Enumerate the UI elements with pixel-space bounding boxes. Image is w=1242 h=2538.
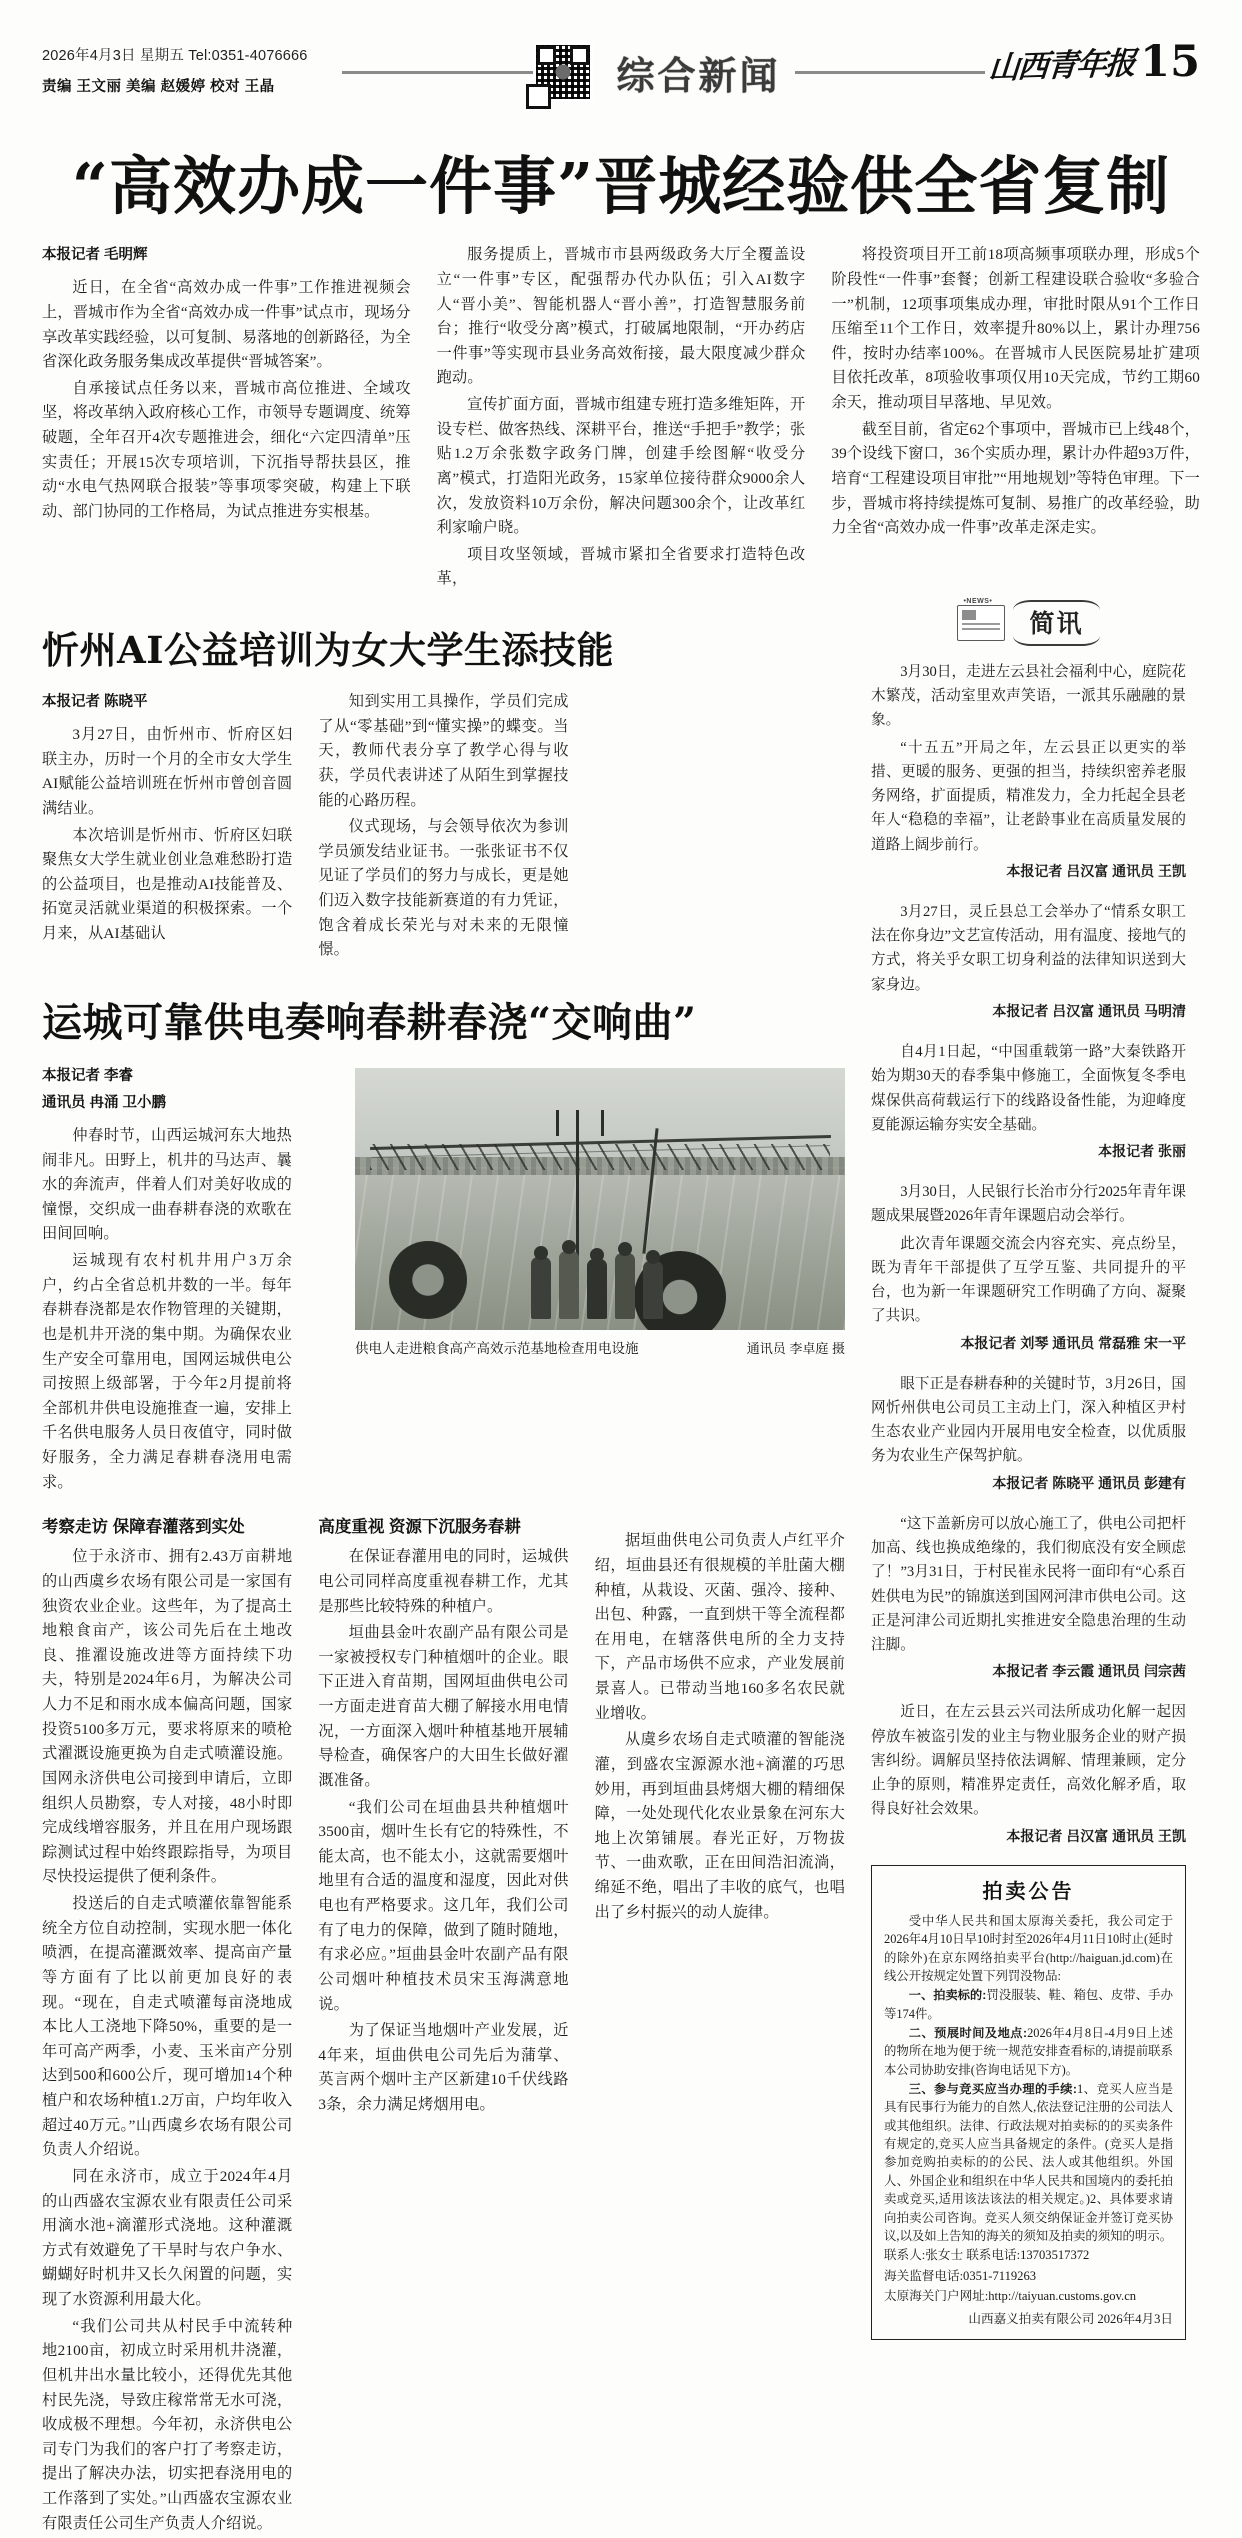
masthead-center bbox=[342, 40, 985, 102]
briefs-header bbox=[871, 600, 1186, 646]
article3-paragraph: 投送后的自走式喷灌依靠智能系统全方位自动控制，实现水肥一体化喷洒，在提高灌溉效率、提高亩产量等方面有了比以前更加良好的表现。“现在，自走式喷灌每亩浇地成本比人工浇地下降50%，重要的是一年可高产两季，小麦、玉米亩产分别达到500和600公斤，现可增加14个种植户和农场种植1.2万亩，户均年收入超过40万元。”山西虞乡农场有限公司负责人介绍说。 bbox=[42, 1895, 293, 2159]
auction-intro: 受中华人民共和国太原海关委托，我公司定于2026年4月10日早10时封至2026年4月11日10时止(延时的除外)在京东网络拍卖平台(http://haiguan.jd.com)在线公开按规定处置下列罚没物品: bbox=[884, 1913, 1173, 1983]
masthead bbox=[42, 0, 1200, 118]
article2-paragraph: 知到实用工具操作，学员们完成了从“零基础”到“懂实操”的蝶变。当天，教师代表分享了教学心得与收获，学员代表讲述了从陌生到掌握技能的心路历程。 bbox=[318, 693, 569, 809]
brief-paragraph: 3月27日，灵丘县总工会举办了“情系女职工 法在你身边”文艺宣传活动，用有温度、接地气的方式，将关乎女职工切身利益的法律知识送到大家身边。 bbox=[871, 904, 1186, 993]
article2-paragraph: 本次培训是忻州市、忻府区妇联聚焦女大学生就业创业急难愁盼打造的公益项目，也是推动AI技能普及、拓宽灵活就业渠道的积极探索。一个月来，从AI基础认 bbox=[42, 826, 293, 943]
article3-photo-column bbox=[318, 1064, 845, 1497]
article2-column-1 bbox=[42, 690, 292, 965]
lead-paragraph: 截至目前，省定62个事项中，晋城市已上线48个，39个设线下窗口，36个实质办理，累计办件超93万件，培育“工程建设项目审批”“用地规划”等特色审理。下一步，晋城市将持续提炼可复制、易推广的改革经验，助力全省“高效办成一件事”改革走深走实。 bbox=[831, 420, 1201, 537]
article3-bottom-columns bbox=[42, 1499, 845, 2538]
brief-paragraph: “这下盖新房可以放心施工了，供电公司把杆加高、线也换成绝缘的，我们彻底没有安全顾虑了！”3月31日，于村民崔永民将一面印有“心系百姓供电为民”的锦旗送到国网河津市供电公司。这正是河津公司近期扎实推进安全隐患治理的生动注脚。 bbox=[871, 1515, 1186, 1653]
auction-item bbox=[884, 2080, 1173, 2245]
brief-signature: 本报记者 吕汉富 通讯员 马明清 bbox=[992, 1002, 1186, 1019]
main-content-area bbox=[42, 594, 845, 2538]
brief-paragraph: “十五五”开局之年，左云县正以更实的举措、更暖的服务、更强的担当，持续织密养老服务网络，扩面提质，精准发力，全力托起全县老年人“稳稳的幸福”，让老龄事业在高质量发展的道路上阔步前行。 bbox=[871, 739, 1186, 853]
lead-column-3 bbox=[831, 243, 1200, 594]
farm-irrigation-photo bbox=[355, 1068, 845, 1330]
article3-column-1 bbox=[42, 1064, 292, 1497]
qr-center-dot bbox=[555, 65, 570, 80]
article2-byline: 本报记者 陈晓平 bbox=[42, 694, 148, 711]
photo-person bbox=[587, 1259, 607, 1319]
photo-truss bbox=[370, 1144, 831, 1170]
auction-item-text: 1、竞买人应当是具有民事行为能力的自然人,依法登记注册的公司法人或其他组织。法律、行政法规对拍卖标的的买卖条件有规定的,竞买人应当具备规定的条件。(竞买人是指参加竞购拍卖标的的公民、法人或其他组织。外国人、外国企业和组织在中华人民共和国境内的委托拍卖或竞买,适用该法该法的相关规定。)2、具体要求请向拍卖公司咨询。竞买人须交纳保证金并签订竞买协议,以及如上告知的海关的须知及拍卖的须知的明示。 bbox=[884, 2082, 1173, 2243]
article3-headline: 运城可靠供电奏响春耕春浇“交响曲” bbox=[42, 998, 697, 1046]
brief-item bbox=[871, 1180, 1186, 1355]
brief-paragraph: 自4月1日起，“中国重载第一路”大秦铁路开始为期30天的春季集中修施工，全面恢复冬季电煤保供高荷载运行下的线路设备性能，为迎峰度夏能源运输夯实安全基础。 bbox=[871, 1044, 1186, 1133]
brief-signature: 本报记者 张丽 bbox=[1098, 1143, 1186, 1160]
middle-section bbox=[42, 594, 1200, 2538]
publication-date: 2026年4月3日 星期五 Tel:0351-4076666 bbox=[42, 48, 308, 64]
brief-paragraph: 3月30日，走进左云县社会福利中心，庭院花木繁茂，活动室里欢声笑语，一派其乐融融的景象。 bbox=[871, 664, 1186, 729]
brief-paragraph: 3月30日，人民银行长治市分行2025年青年课题成果展暨2026年青年课题启动会举行。 bbox=[871, 1184, 1186, 1225]
article3-paragraph: 同在永济市，成立于2024年4月的山西盛农宝源农业有限责任公司采用滴水池+滴灌形式浇地。这种灌溉方式有效避免了干旱时与农户争水、蝴蝴好时机井又长久闲置的问题，实现了水资源利用最大化。 bbox=[42, 2167, 293, 2309]
photo-credit: 通讯员 李卓庭 摄 bbox=[746, 1340, 845, 1356]
brief-signature: 本报记者 陈晓平 通讯员 彭建有 bbox=[992, 1474, 1186, 1491]
auction-item-text: 2026年4月8日-4月9日上述的物所在地为便于统一规范安排查看标的,请提前联系本公司协助安排(咨询电话见下方)。 bbox=[884, 2025, 1173, 2077]
masthead-rule-left bbox=[342, 71, 533, 74]
newspaper-icon bbox=[957, 598, 1005, 641]
article2-column-2 bbox=[318, 690, 568, 965]
article3-subhead-1: 考察走访 保障春灌落到实处 bbox=[42, 1518, 245, 1537]
lead-paragraph: 近日，在全省“高效办成一件事”工作推进视频会上，晋城市作为全省“高效办成一件事”试点市，现场分享改革实践经验，以可复制、易落地的创新路径，为全省深化政务服务集成改革提供“晋城答案”。 bbox=[42, 279, 411, 371]
article3-paragraph: 仲春时节，山西运城河东大地热闹非凡。田野上，机井的马达声、曩水的奔流声，伴着人们对美好收成的憧憬，交织成一曲春耕春浇的欢歌在田间回响。 bbox=[42, 1126, 292, 1243]
article3-paragraph: 从虞乡农场自走式喷灌的智能浇灌，到盛农宝源源水池+滴灌的巧思妙用，再到垣曲县烤烟大棚的精细保障，一处处现代化农业景象在河东大地上次第铺展。春光正好，万物拔节、一曲欢歌，正在田间浩汩流淌，绵延不绝，唱出了丰收的底气，也唱出了乡村振兴的动人旋律。 bbox=[594, 1731, 845, 1921]
auction-title: 拍卖公告 bbox=[982, 1878, 1075, 1903]
photo-person bbox=[531, 1257, 551, 1319]
article3-paragraph: 为了保证当地烟叶产业发展，近4年来，垣曲供电公司先后为蒲掌、英言两个烟叶主产区新建10千伏线路3条，余力满足烤烟用电。 bbox=[318, 2022, 569, 2114]
paper-logo: 山西青年报 bbox=[987, 45, 1136, 87]
section-title: 综合新闻 bbox=[616, 52, 781, 98]
article2-headline: 忻州AI公益培训为女大学生添技能 bbox=[42, 628, 615, 673]
auction-item-label: 三、参与竞买应当办理的手续: bbox=[908, 2082, 1077, 2097]
article2-paragraph: 3月27日，由忻州市、忻府区妇联主办，历时一个月的全市女大学生AI赋能公益培训班在忻州市曾创音圆满结业。 bbox=[42, 726, 293, 817]
brief-paragraph: 眼下正是春耕春种的关键时节，3月26日，国网忻州供电公司员工主动上门，深入种植区尹村生态农业产业园内开展用电安全检查，以优质服务为农业生产保驾护航。 bbox=[871, 1375, 1186, 1465]
lead-article-columns bbox=[42, 243, 1200, 594]
column-spacer bbox=[595, 1499, 845, 1529]
brief-signature: 本报记者 刘琴 通讯员 常磊雅 宋一平 bbox=[960, 1334, 1186, 1351]
auction-website[interactable]: 太原海关门户网址:http://taiyuan.customs.gov.cn bbox=[884, 2289, 1137, 2304]
qr-code-icon[interactable] bbox=[533, 42, 593, 102]
lead-paragraph: 项目攻坚领域，晋城市紧扣全省要求打造特色改革， bbox=[436, 545, 806, 588]
auction-contact-person: 联系人:张女士 联系电话:13703517372 bbox=[884, 2248, 1090, 2263]
photo-person bbox=[615, 1253, 635, 1319]
masthead-right bbox=[985, 37, 1200, 87]
page-number: 15 bbox=[1140, 37, 1200, 87]
news-label-icon: •NEWS• bbox=[963, 598, 993, 606]
auction-notice bbox=[871, 1865, 1186, 2341]
photo-caption-row bbox=[355, 1337, 845, 1357]
lead-headline: “高效办成一件事”晋城经验供全省复制 bbox=[71, 149, 1171, 223]
article2-column-3-spacer bbox=[595, 690, 845, 965]
brief-item bbox=[871, 1372, 1186, 1495]
auction-item bbox=[884, 2024, 1173, 2079]
article3-byline-reporter: 本报记者 李睿 bbox=[42, 1067, 134, 1084]
lead-column-1 bbox=[42, 243, 411, 594]
photo-wheel-left bbox=[389, 1241, 467, 1319]
auction-customs-phone: 海关监督电话:0351-7119263 bbox=[884, 2268, 1037, 2283]
brief-item bbox=[871, 1512, 1186, 1684]
auction-item-text: 罚没服装、鞋、箱包、皮带、手办等174件。 bbox=[884, 1988, 1173, 2021]
auction-item-label: 二、预展时间及地点: bbox=[908, 2025, 1028, 2040]
article3-paragraph: “我们公司在垣曲县共种植烟叶3500亩，烟叶生长有它的特殊性，不能太高，也不能太小，这就需要烟叶地里有合适的温度和湿度，因此对供电也有严格要求。这几年，我们公司有了电力的保障，做到了随时随地，有求必应。”垣曲县金叶农副产品有限公司烟叶种植技术员宋玉海满意地说。 bbox=[318, 1798, 569, 2013]
brief-paragraph: 此次青年课题交流会内容充实、亮点纷呈，既为青年干部提供了互学互鉴、共同提升的平台，也为新一年课题研究工作明确了方向、凝聚了共识。 bbox=[871, 1235, 1186, 1325]
article3-paragraph: “我们公司共从村民手中流转种地2100亩，初成立时采用机井浇灌，但机井出水量比较小，还得优先其他村民先浇，导致庄稼常常无水可浇，收成极不理想。今年初，永济供电公司专门为我们的客户打了考察走访，提出了解决办法，切实把春浇用电的工作落到了实处。”山西盛农宝源农业有限责任公司生产负责人介绍说。 bbox=[42, 2317, 293, 2532]
brief-signature: 本报记者 吕汉富 通讯员 王凯 bbox=[1006, 1827, 1186, 1844]
article3-sub2-column-b bbox=[595, 1499, 845, 2538]
brief-item bbox=[871, 660, 1186, 883]
auction-signoff: 山西嘉义拍卖有限公司 2026年4月3日 bbox=[968, 2311, 1173, 2326]
lead-column-2 bbox=[437, 243, 806, 594]
photo-block bbox=[355, 1068, 845, 1357]
lead-paragraph: 服务提质上，晋城市市县两级政务大厅全覆盖设立“一件事”专区，配强帮办代办队伍；引入AI数字人“晋小美”、智能机器人“晋小善”，打造智慧服务前台；推行“收受分离”模式，打破属地限制，“开办药店一件事”等实现市县业务高效衔接，最大限度减少群众跑动。 bbox=[436, 246, 806, 387]
article3-paragraph: 垣曲县金叶农副产品有限公司是一家被授权专门种植烟叶的企业。眼下正进入育苗期，国网垣曲供电公司一方面走进育苗大棚了解接水用电情况，一方面深入烟叶种植基地开展辅导检查，确保客户的大田生长做好濯溉准备。 bbox=[318, 1624, 569, 1789]
article2-paragraph: 仪式现场，与会领导依次为参训学员颁发结业证书。一张张证书不仅见证了学员们的努力与成长，更是她们迈入数字技能新赛道的有力凭证，饱含着成长荣光与对未来的无限憧憬。 bbox=[318, 818, 569, 959]
masthead-rule-right bbox=[795, 71, 986, 74]
photo-workers-group bbox=[531, 1241, 681, 1319]
article3-byline-correspondent: 通讯员 冉涌 卫小鹏 bbox=[42, 1094, 167, 1111]
photo-tower-frame bbox=[556, 1110, 604, 1136]
article3-top-columns bbox=[42, 1064, 845, 1497]
article2-columns bbox=[42, 690, 845, 965]
brief-paragraph: 近日，在左云县云兴司法所成功化解一起因停放车被盗引发的业主与物业服务企业的财产损害纠纷。调解员坚持依法调解、情理兼顾，定分止争的原则，精准界定责任，高效化解矛盾，取得良好社会效果。 bbox=[871, 1704, 1186, 1818]
article3-paragraph: 位于永济市、拥有2.43万亩耕地的山西虞乡农场有限公司是一家国有独资农业企业。这些年，为了提高土地粮食亩产，该公司先后在土地改良、推濯设施改进等方面持续下功夫，特别是2024年6月，为解决公司人力不足和雨水成本偏高问题，国家投资5100多万元，要求将原来的喷枪式濯溉设施更换为自走式喷灌设施。国网永济供电公司接到申请后，立即组织人员勘察，专人对接，48小时即完成线增容服务，并且在用户现场跟踪测试过程中始终跟踪指导，为项目尽快投运提供了便利条件。 bbox=[42, 1548, 293, 1886]
auction-item-label: 一、拍卖标的: bbox=[908, 1988, 987, 2003]
editor-credits: 责编 王文丽 美编 赵媛婷 校对 王晶 bbox=[42, 79, 275, 95]
brief-signature: 本报记者 李云霞 通讯员 闫宗茜 bbox=[992, 1663, 1186, 1680]
auction-item bbox=[884, 1986, 1173, 2023]
article3-sub2-column-a bbox=[318, 1499, 568, 2538]
brief-signature: 本报记者 吕汉富 通讯员 王凯 bbox=[1006, 862, 1186, 879]
article3-paragraph: 运城现有农村机井用户3万余户，约占全省总机井数的一半。每年春耕春浇都是农作物管理的关键期，也是机井开浇的集中期。为确保农业生产安全可靠用电，国网运城供电公司按照上级部署，于今年2月提前将全部机井供电设施推查一遍，安排上千名供电服务人员日夜值守，同时做好服务，全力满足春耕春浇用电需求。 bbox=[42, 1252, 292, 1491]
photo-caption: 供电人走进粮食高产高效示范基地检查用电设施 bbox=[355, 1340, 639, 1356]
masthead-left bbox=[42, 40, 342, 96]
lead-byline: 本报记者 毛明辉 bbox=[42, 247, 148, 264]
article3-paragraph: 据垣曲供电公司负责人卢红平介绍，垣曲县还有很规模的羊肚菌大棚种植，从栽设、灭菌、强冷、接种、出包、种露，一直到烘干等全流程都在用电，在辖落供电所的全力支持下，产品市场供不应求，产业发展前景喜人。已带动当地160多名农民就业增收。 bbox=[594, 1532, 845, 1722]
brief-item bbox=[871, 1700, 1186, 1847]
briefs-title: 简讯 bbox=[1013, 600, 1099, 646]
briefs-list bbox=[871, 660, 1186, 1848]
lead-paragraph: 将投资项目开工前18项高频事项联办理，形成5个阶段性“一件事”套餐；创新工程建设联合验收“多验合一”机制，12项事项集成办理，审批时限从91个工作日压缩至11个工作日，效率提升80%以上，累计办理756件，按时办结率100%。在晋城市人民医院易址扩建项目依托改革，8项验收事项仅用10天完成，节约工期60余天，推动项目早落地、早见效。 bbox=[831, 246, 1201, 412]
brief-item bbox=[871, 1040, 1186, 1163]
article3-paragraph: 在保证春灌用电的同时，运城供电公司同样高度重视春耕工作，尤其是那些比较特殊的种植户。 bbox=[318, 1548, 569, 1615]
brief-item bbox=[871, 900, 1186, 1023]
lead-paragraph: 宣传扩面方面，晋城市组建专班打造多维矩阵，开设专栏、做客热线、深耕平台，推送“手把手”教学；张贴1.2万余张数字政务门牌，创建手绘图解“收受分离”模式，打造阳光政务，15家单位接待群众9000余人次，发放资料10万余份，解决问题300余个，让改革红利家喻户晓。 bbox=[436, 396, 806, 537]
lead-paragraph: 自承接试点任务以来，晋城市高位推进、全域攻坚，将改革纳入政府核心工作，市领导专题调度、统筹破题，全年召开4次专题推进会，细化“六定四清单”压实责任；开展15次专项培训，下沉指导帮扶县区，推动“水电气热网联合报装”等事项零突破，构建上下联动、部门协同的工作格局，为试点推进夯实根基。 bbox=[42, 379, 411, 520]
right-rail bbox=[871, 594, 1186, 2538]
article3-sub1-column bbox=[42, 1499, 292, 2538]
photo-person bbox=[559, 1251, 579, 1319]
article3-subhead-2: 高度重视 资源下沉服务春耕 bbox=[318, 1518, 521, 1537]
photo-person bbox=[643, 1261, 663, 1319]
